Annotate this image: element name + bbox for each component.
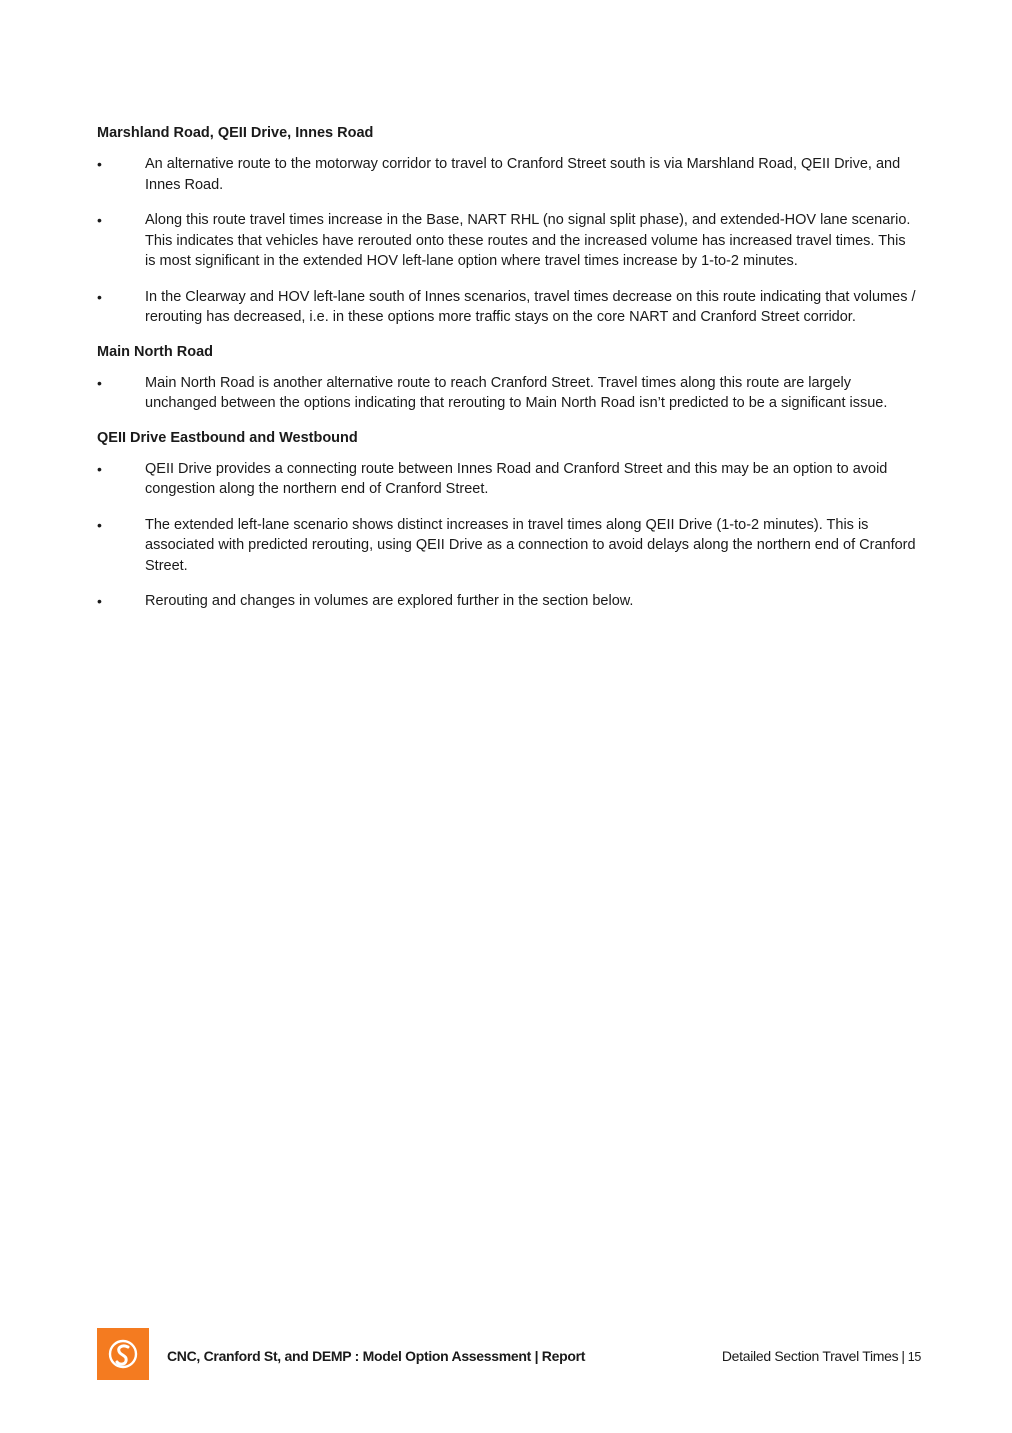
bullet-text: Along this route travel times increase in the Base, NART RHL (no signal split phase), and extended-HOV lane scenario. This indicates that vehicles have rerouted onto these routes and the increased volume has increased travel times. This is most significant in the extended HOV left-lane option where travel times increase by 1-to-2 minutes.: [145, 212, 911, 269]
bullet-list: [97, 459, 919, 612]
page-number: 15: [907, 1350, 921, 1364]
footer-separator: |: [901, 1348, 905, 1364]
report-title: CNC, Cranford St, and DEMP : Model Option Assessment | Report: [167, 1348, 586, 1364]
bullet-icon: •: [97, 212, 102, 228]
bullet-icon: •: [97, 156, 102, 172]
section-marshland-road: [97, 124, 919, 328]
document-body: [97, 124, 919, 627]
bullet-item: [97, 210, 919, 272]
footer-section-info: [722, 1348, 921, 1364]
bullet-text: QEII Drive provides a connecting route between Innes Road and Cranford Street and this may be an option to avoid congestion along the northern end of Cranford Street.: [145, 460, 888, 497]
page-footer: [97, 1328, 921, 1380]
bullet-list: [97, 373, 919, 414]
section-qeii-drive: [97, 429, 919, 612]
bullet-text: Main North Road is another alternative route to reach Cranford Street. Travel times along this route are largely unchanged between the options indicating that rerouting to Main North Road isn’t predicted to be a significant issue.: [145, 374, 888, 411]
bullet-text: The extended left-lane scenario shows distinct increases in travel times along QEII Drive (1-to-2 minutes). This is associated with predicted rerouting, using QEII Drive as a connection to avoid delays along the northern end of Cranford Street.: [145, 516, 916, 574]
bullet-list: [97, 154, 919, 328]
bullet-item: [97, 515, 919, 577]
section-heading: Main North Road: [97, 343, 213, 360]
bullet-text: An alternative route to the motorway corridor to travel to Cranford Street south is via Marshland Road, QEII Drive, and Innes Road.: [145, 156, 901, 193]
bullet-text: Rerouting and changes in volumes are explored further in the section below.: [145, 593, 634, 609]
bullet-item: [97, 154, 919, 195]
company-logo-icon: [97, 1328, 149, 1380]
section-name: Detailed Section Travel Times: [721, 1348, 899, 1364]
bullet-item: [97, 373, 919, 414]
section-heading: QEII Drive Eastbound and Westbound: [97, 429, 358, 446]
section-heading: Marshland Road, QEII Drive, Innes Road: [97, 125, 374, 141]
bullet-icon: •: [97, 288, 102, 305]
bullet-icon: •: [97, 516, 102, 533]
section-main-north-road: [97, 343, 919, 414]
logo-swirl-icon: [107, 1338, 139, 1370]
bullet-text: In the Clearway and HOV left-lane south of Innes scenarios, travel times decrease on this route indicating that volumes / rerouting has decreased, i.e. in these options more traffic stays on the core NART and Cranford Street corridor.: [145, 288, 916, 325]
bullet-item: [97, 287, 919, 328]
bullet-icon: •: [97, 374, 102, 391]
bullet-item: [97, 591, 919, 612]
bullet-item: [97, 459, 919, 500]
bullet-icon: •: [97, 460, 102, 477]
bullet-icon: •: [97, 593, 102, 609]
